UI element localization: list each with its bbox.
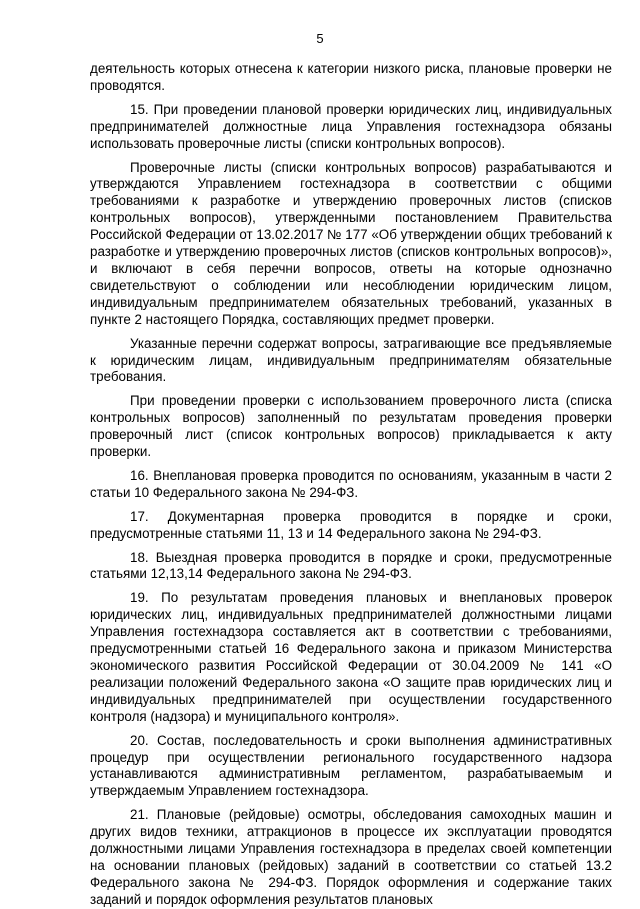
paragraph-checklists: Проверочные листы (списки контрольных вопросов) разрабатываются и утверждаются Управлением гостехнадзора в соответствии с общими требованиями к разработке и утверждению проверочных листов (списков контрольных вопросов), утвержденными постановлением Правительства Российской Федерации от 13.02.2017 № 177 «Об утверждении общих требований к разработке и утверждению проверочных листов (списков контрольных вопросов)», и включают в себя перечни вопросов, ответы на которые однозначно свидетельствуют о соблюдении или несоблюдении юридическим лицом, индивидуальным предпринимателем обязательных требований, указанных в пункте 2 настоящего Порядка, составляющих предмет проверки.	[90, 159, 612, 327]
paragraph-question-lists: Указанные перечни содержат вопросы, затрагивающие все предъявляемые к юридическим лицам, индивидуальным предпринимателям обязательные требования.	[90, 335, 612, 385]
document-body	[90, 61, 612, 909]
paragraph-21: 21. Плановые (рейдовые) осмотры, обследования самоходных машин и других видов техники, аттракционов в процессе их эксплуатации проводятся должностными лицами Управления гостехнадзора в пределах своей компетенции на основании плановых (рейдовых) заданий в соответствии со статьей 13.2 Федерального закона № 294-ФЗ. Порядок оформления и содержание таких заданий и порядок оформления результатов плановых	[90, 807, 612, 907]
paragraph-15: 15. При проведении плановой проверки юридических лиц, индивидуальных предпринимателей должностные лица Управления гостехнадзора обязаны использовать проверочные листы (списки контрольных вопросов).	[90, 101, 612, 151]
paragraph-checklist-attachment: При проведении проверки с использованием проверочного листа (списка контрольных вопросов) заполненный по результатам проведения проверки проверочный лист (список контрольных вопросов) прикладывается к акту проверки.	[90, 393, 612, 460]
paragraph-19: 19. По результатам проведения плановых и внеплановых проверок юридических лиц, индивидуальных предпринимателей должностными лицами Управления гостехнадзора составляется акт в соответствии с требованиями, предусмотренными статьей 16 Федерального закона и приказом Министерства экономического развития Российской Федерации от 30.04.2009 № 141 «О реализации положений Федерального закона «О защите прав юридических лиц и индивидуальных предпринимателей при осуществлении государственного контроля (надзора) и муниципального контроля».	[90, 590, 612, 724]
paragraph-continuation: деятельность которых отнесена к категории низкого риска, плановые проверки не проводятся.	[90, 61, 612, 93]
page-number: 5	[316, 31, 324, 46]
paragraph-17: 17. Документарная проверка проводится в порядке и сроки, предусмотренные статьями 11, 13 и 14 Федерального закона № 294-ФЗ.	[90, 508, 612, 541]
paragraph-20: 20. Состав, последовательность и сроки выполнения административных процедур при осуществлении регионального государственного надзора устанавливаются административным регламентом, разрабатываемым и утверждаемым Управлением гостехнадзора.	[90, 732, 612, 799]
paragraph-18: 18. Выездная проверка проводится в порядке и сроки, предусмотренные статьями 12,13,14 Федерального закона № 294-ФЗ.	[90, 549, 612, 582]
paragraph-16: 16. Внеплановая проверка проводится по основаниям, указанным в части 2 статьи 10 Федерального закона № 294-ФЗ.	[90, 467, 612, 500]
